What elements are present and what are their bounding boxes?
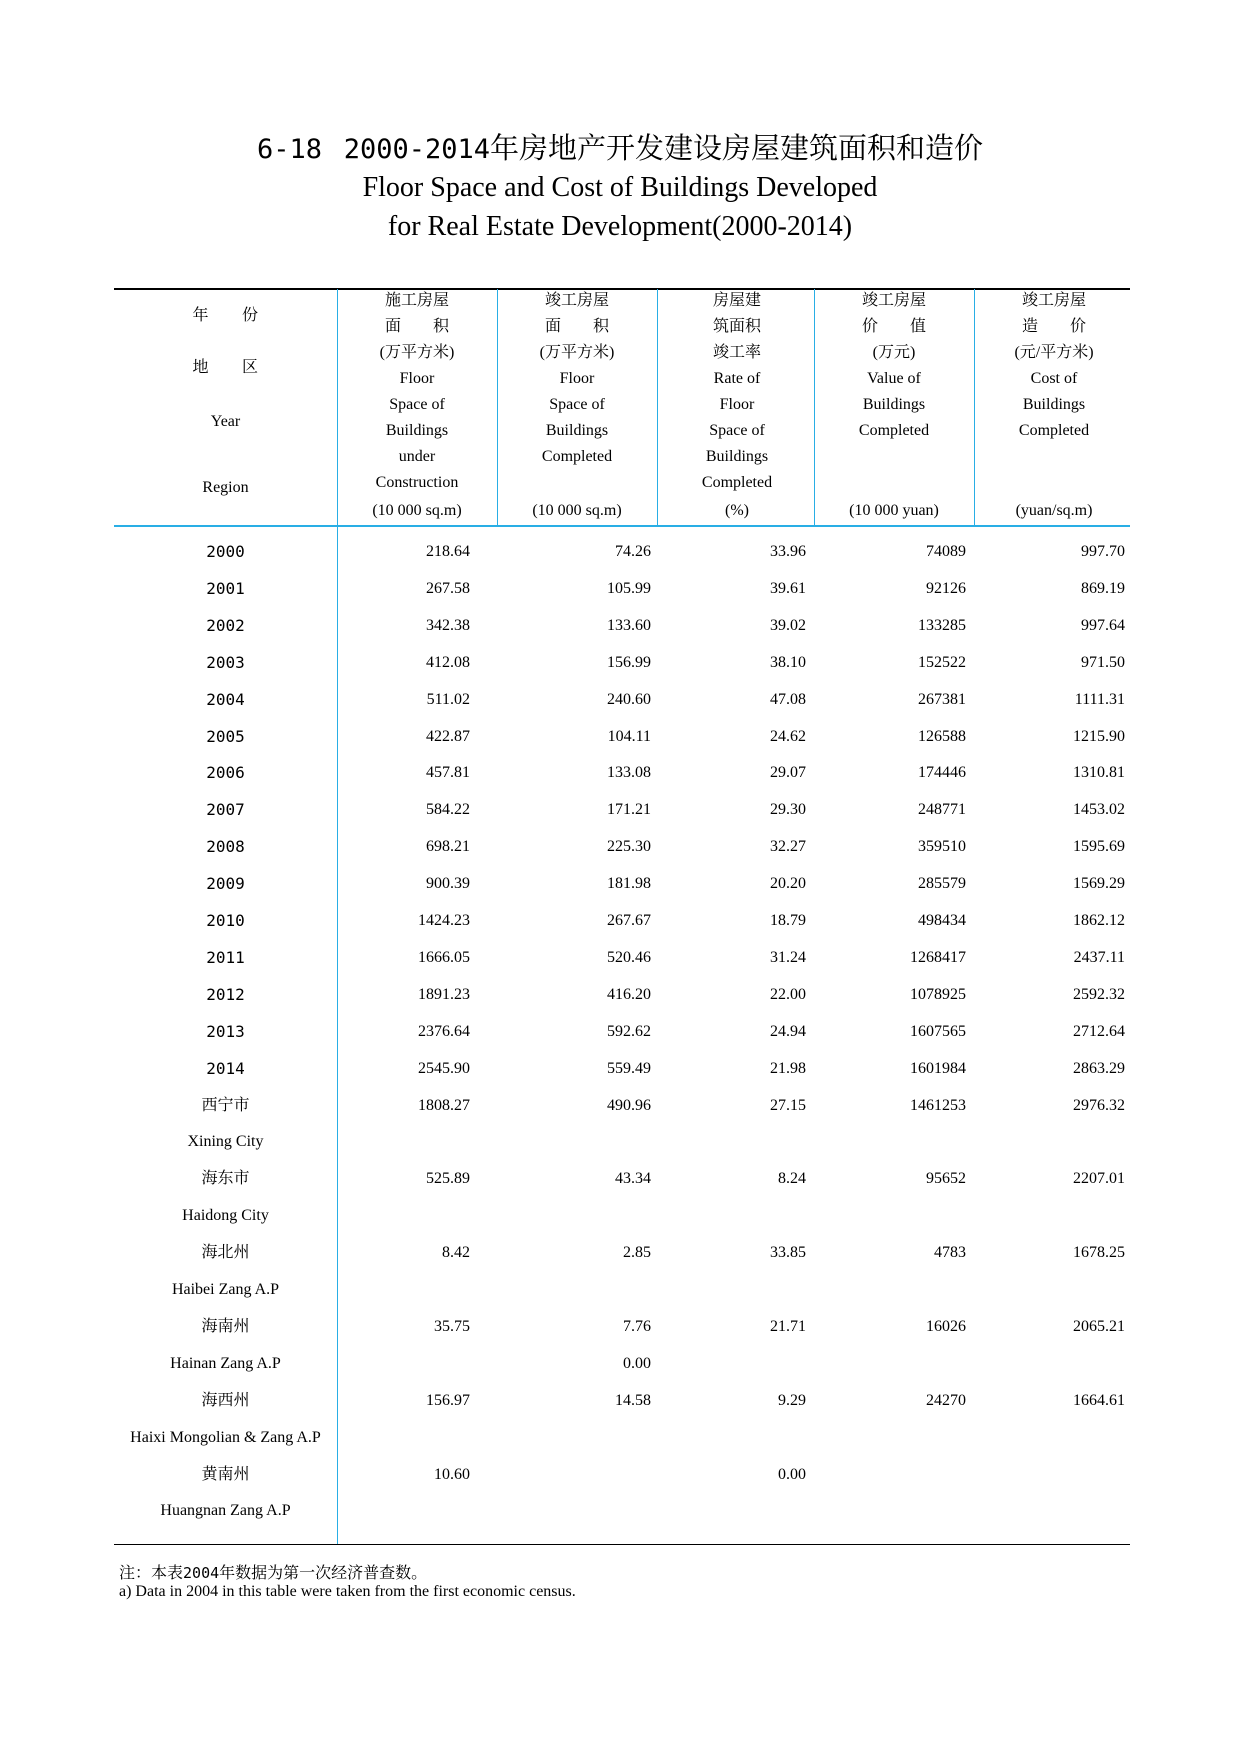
table-cell: 104.11 xyxy=(607,728,651,745)
column-header-unit: (yuan/sq.m) xyxy=(1015,502,1093,519)
row-region-label: Haibei Zang A.P xyxy=(171,1281,280,1298)
table-cell: 16026 xyxy=(926,1318,966,1335)
table-cell: 9.29 xyxy=(778,1392,806,1409)
table-cell: 997.70 xyxy=(1081,543,1125,560)
table-cell: 2545.90 xyxy=(418,1060,470,1077)
table-cell: 29.30 xyxy=(770,801,806,818)
footnote-english: a) Data in 2004 in this table were taken from the first economic census. xyxy=(119,1583,576,1600)
table-bottom-rule xyxy=(114,1544,1130,1545)
page-title-chinese xyxy=(0,126,1240,167)
stub-header-cn-region: 地 区 xyxy=(192,359,259,376)
table-cell: 1268417 xyxy=(910,949,966,966)
table-cell: 285579 xyxy=(918,875,966,892)
row-region-label: Haidong City xyxy=(182,1207,269,1224)
column-header-line: (万平方米) xyxy=(539,344,615,361)
table-cell: 240.60 xyxy=(607,691,651,708)
footnote-cn-suffix: 年数据为第一次经济普查数。 xyxy=(219,1565,428,1582)
column-header-line: (万元) xyxy=(872,344,916,361)
table-cell: 24.94 xyxy=(770,1023,806,1040)
row-region-label: 海北州 xyxy=(201,1244,250,1261)
page-title-english-line1: Floor Space and Cost of Buildings Developed xyxy=(362,172,878,203)
table-cell: 32.27 xyxy=(770,838,806,855)
table-cell: 267.58 xyxy=(426,580,470,597)
table-cell: 174446 xyxy=(918,764,966,781)
row-region-label: Hainan Zang A.P xyxy=(170,1355,281,1372)
table-cell: 171.21 xyxy=(607,801,651,818)
table-cell: 105.99 xyxy=(607,580,651,597)
table-cell: 1453.02 xyxy=(1073,801,1125,818)
table-cell: 1808.27 xyxy=(418,1097,470,1114)
table-cell: 698.21 xyxy=(426,838,470,855)
row-year-label: 2002 xyxy=(206,616,245,635)
table-cell: 1891.23 xyxy=(418,986,470,1003)
row-region-label: 海西州 xyxy=(201,1392,250,1409)
table-cell: 559.49 xyxy=(607,1060,651,1077)
column-header-line: 竣工房屋 xyxy=(544,292,609,309)
table-cell: 74089 xyxy=(926,543,966,560)
table-cell: 1664.61 xyxy=(1073,1392,1125,1409)
table-cell: 47.08 xyxy=(770,691,806,708)
table-cell: 0.00 xyxy=(623,1355,651,1372)
table-cell: 27.15 xyxy=(770,1097,806,1114)
table-cell: 2.85 xyxy=(623,1244,651,1261)
table-cell: 74.26 xyxy=(615,543,651,560)
table-cell: 1111.31 xyxy=(1074,691,1125,708)
title-cn-text: 年房地产开发建设房屋建筑面积和造价 xyxy=(490,133,984,165)
table-cell: 2592.32 xyxy=(1073,986,1125,1003)
table-cell: 342.38 xyxy=(426,617,470,634)
column-header-unit: (10 000 yuan) xyxy=(849,502,939,519)
column-header-line: Buildings xyxy=(705,448,769,465)
table-cell: 2712.64 xyxy=(1073,1023,1125,1040)
column-header-line: (元/平方米) xyxy=(1014,344,1094,361)
stub-header-cn-year: 年 份 xyxy=(192,307,259,324)
table-cell: 1215.90 xyxy=(1073,728,1125,745)
table-cell: 1666.05 xyxy=(418,949,470,966)
column-header-line: 造 价 xyxy=(1021,318,1086,335)
table-cell: 1678.25 xyxy=(1073,1244,1125,1261)
row-region-label: 海东市 xyxy=(201,1170,250,1187)
table-cell: 35.75 xyxy=(434,1318,470,1335)
table-cell: 39.61 xyxy=(770,580,806,597)
table-cell: 8.42 xyxy=(442,1244,470,1261)
table-cell: 24.62 xyxy=(770,728,806,745)
row-region-label: 海南州 xyxy=(201,1318,250,1335)
table-cell: 0.00 xyxy=(778,1466,806,1483)
column-header-line: Space of xyxy=(389,396,445,413)
column-header-line: Completed xyxy=(541,448,613,465)
table-cell: 39.02 xyxy=(770,617,806,634)
row-year-label: 2007 xyxy=(206,800,245,819)
table-cell: 2437.11 xyxy=(1073,949,1125,966)
column-header-line: Completed xyxy=(1018,422,1090,439)
table-cell: 584.22 xyxy=(426,801,470,818)
row-region-label: 西宁市 xyxy=(201,1097,250,1114)
header-bottom-rule xyxy=(114,525,1130,527)
table-cell: 156.97 xyxy=(426,1392,470,1409)
table-number: 6-18 xyxy=(256,134,322,165)
column-header-line: Rate of xyxy=(713,370,761,387)
table-cell: 38.10 xyxy=(770,654,806,671)
table-cell: 869.19 xyxy=(1081,580,1125,597)
column-header-line: Buildings xyxy=(385,422,449,439)
row-year-label: 2005 xyxy=(206,727,245,746)
column-header-line: 面 积 xyxy=(384,318,449,335)
column-header-unit: (10 000 sq.m) xyxy=(532,502,622,519)
table-cell: 1078925 xyxy=(910,986,966,1003)
table-cell: 900.39 xyxy=(426,875,470,892)
column-header-line: Floor xyxy=(719,396,755,413)
row-year-label: 2001 xyxy=(206,579,245,598)
table-cell: 2863.29 xyxy=(1073,1060,1125,1077)
table-cell: 422.87 xyxy=(426,728,470,745)
table-cell: 267381 xyxy=(918,691,966,708)
table-cell: 126588 xyxy=(918,728,966,745)
column-header-unit: (10 000 sq.m) xyxy=(372,502,462,519)
table-cell: 457.81 xyxy=(426,764,470,781)
column-header-line: Completed xyxy=(858,422,930,439)
column-header-line: Space of xyxy=(709,422,765,439)
row-region-label: 黄南州 xyxy=(201,1466,250,1483)
table-cell: 29.07 xyxy=(770,764,806,781)
table-cell: 498434 xyxy=(918,912,966,929)
table-cell: 511.02 xyxy=(426,691,470,708)
column-header-line: Floor xyxy=(399,370,435,387)
table-cell: 1424.23 xyxy=(418,912,470,929)
table-cell: 490.96 xyxy=(607,1097,651,1114)
table-cell: 22.00 xyxy=(770,986,806,1003)
row-region-label: Xining City xyxy=(187,1133,264,1150)
table-cell: 1862.12 xyxy=(1073,912,1125,929)
table-cell: 181.98 xyxy=(607,875,651,892)
column-header-line: 房屋建 xyxy=(712,292,761,309)
column-header-line: 竣工率 xyxy=(712,344,761,361)
row-year-label: 2013 xyxy=(206,1022,245,1041)
table-cell: 267.67 xyxy=(607,912,651,929)
row-year-label: 2011 xyxy=(206,948,245,967)
table-cell: 997.64 xyxy=(1081,617,1125,634)
row-region-label: Huangnan Zang A.P xyxy=(160,1502,291,1519)
table-cell: 218.64 xyxy=(426,543,470,560)
table-cell: 2207.01 xyxy=(1073,1170,1125,1187)
table-cell: 416.20 xyxy=(607,986,651,1003)
column-header-line: 价 值 xyxy=(861,318,926,335)
column-header-line: 竣工房屋 xyxy=(1021,292,1086,309)
column-header-line: Buildings xyxy=(1022,396,1086,413)
table-cell: 20.20 xyxy=(770,875,806,892)
table-cell: 21.71 xyxy=(770,1318,806,1335)
table-cell: 133.08 xyxy=(607,764,651,781)
table-cell: 156.99 xyxy=(607,654,651,671)
table-cell: 1607565 xyxy=(910,1023,966,1040)
table-cell: 133.60 xyxy=(607,617,651,634)
column-header-line: (万平方米) xyxy=(379,344,455,361)
table-cell: 2376.64 xyxy=(418,1023,470,1040)
table-cell: 359510 xyxy=(918,838,966,855)
table-cell: 33.85 xyxy=(770,1244,806,1261)
column-header-line: Completed xyxy=(701,474,773,491)
row-year-label: 2000 xyxy=(206,542,245,561)
table-cell: 2065.21 xyxy=(1073,1318,1125,1335)
footnote-cn-year: 2004 xyxy=(183,1564,220,1582)
table-cell: 43.34 xyxy=(615,1170,651,1187)
table-cell: 33.96 xyxy=(770,543,806,560)
table-cell: 10.60 xyxy=(434,1466,470,1483)
row-year-label: 2006 xyxy=(206,763,245,782)
stub-header-en-region: Region xyxy=(202,479,249,496)
column-header-line: Space of xyxy=(549,396,605,413)
footnote-cn-prefix: 注：本表 xyxy=(119,1565,184,1582)
table-cell: 8.24 xyxy=(778,1170,806,1187)
column-header-line: Cost of xyxy=(1030,370,1078,387)
column-header-line: Value of xyxy=(867,370,921,387)
row-year-label: 2010 xyxy=(206,911,245,930)
row-year-label: 2012 xyxy=(206,985,245,1004)
row-year-label: 2004 xyxy=(206,690,245,709)
table-cell: 4783 xyxy=(934,1244,966,1261)
table-cell: 225.30 xyxy=(607,838,651,855)
table-cell: 525.89 xyxy=(426,1170,470,1187)
column-header-line: 施工房屋 xyxy=(384,292,449,309)
column-header-line: 面 积 xyxy=(544,318,609,335)
column-header-line: 竣工房屋 xyxy=(861,292,926,309)
table-cell: 1601984 xyxy=(910,1060,966,1077)
table-cell: 1595.69 xyxy=(1073,838,1125,855)
column-header-unit: (%) xyxy=(725,502,749,519)
table-cell: 14.58 xyxy=(615,1392,651,1409)
table-cell: 152522 xyxy=(918,654,966,671)
table-cell: 7.76 xyxy=(623,1318,651,1335)
table-cell: 95652 xyxy=(926,1170,966,1187)
page-title-english-line2: for Real Estate Development(2000-2014) xyxy=(387,211,853,242)
row-year-label: 2009 xyxy=(206,874,245,893)
table-cell: 592.62 xyxy=(607,1023,651,1040)
row-year-label: 2014 xyxy=(206,1059,245,1078)
footnote-chinese xyxy=(119,1560,427,1583)
table-cell: 520.46 xyxy=(607,949,651,966)
table-cell: 24270 xyxy=(926,1392,966,1409)
table-cell: 21.98 xyxy=(770,1060,806,1077)
column-header-line: Floor xyxy=(559,370,595,387)
table-cell: 1569.29 xyxy=(1073,875,1125,892)
column-header-line: Buildings xyxy=(862,396,926,413)
table-cell: 2976.32 xyxy=(1073,1097,1125,1114)
table-cell: 1310.81 xyxy=(1073,764,1125,781)
table-cell: 31.24 xyxy=(770,949,806,966)
table-cell: 1461253 xyxy=(910,1097,966,1114)
stub-header-en-year: Year xyxy=(210,413,241,430)
table-cell: 92126 xyxy=(926,580,966,597)
row-region-label: Haixi Mongolian & Zang A.P xyxy=(130,1429,321,1446)
table-cell: 18.79 xyxy=(770,912,806,929)
column-header-line: Buildings xyxy=(545,422,609,439)
table-cell: 412.08 xyxy=(426,654,470,671)
column-header-line: under xyxy=(398,448,436,465)
column-header-line: 筑面积 xyxy=(712,318,761,335)
table-cell: 133285 xyxy=(918,617,966,634)
column-header-line: Construction xyxy=(375,474,459,491)
title-years: 2000-2014 xyxy=(343,134,491,165)
row-year-label: 2003 xyxy=(206,653,245,672)
table-cell: 248771 xyxy=(918,801,966,818)
row-year-label: 2008 xyxy=(206,837,245,856)
table-cell: 971.50 xyxy=(1081,654,1125,671)
